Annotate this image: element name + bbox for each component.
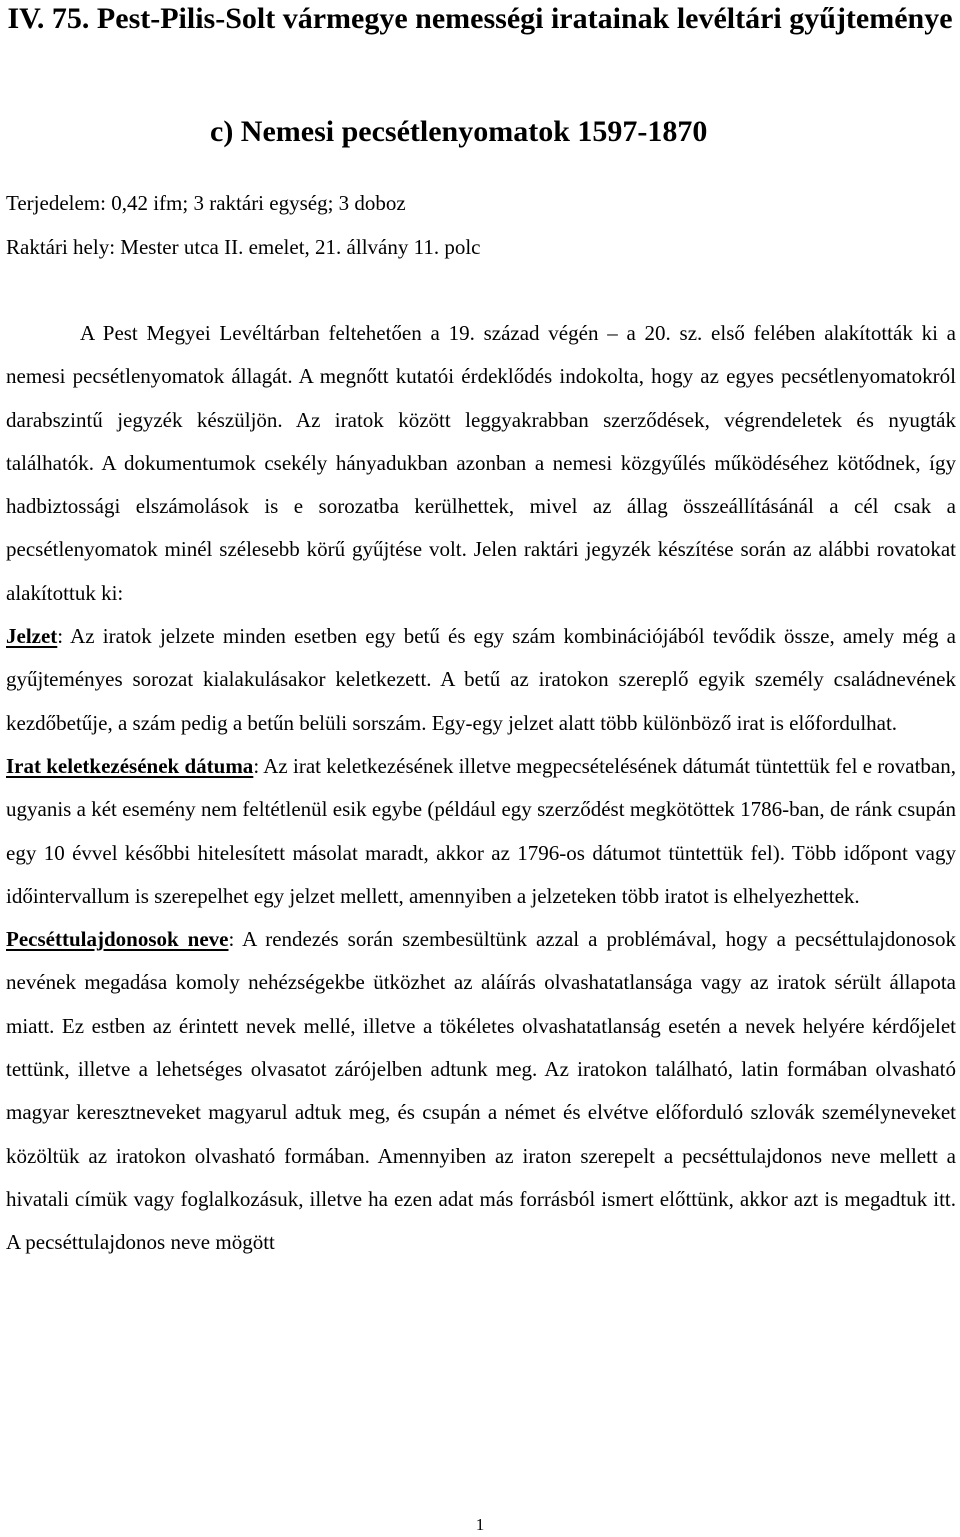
document-subtitle: c) Nemesi pecsétlenyomatok 1597-1870 [210, 115, 708, 148]
field-description-seal-owners [6, 918, 956, 1264]
field-text-seal-owners: : A rendezés során szembesültünk azzal a problémával, hogy a pecséttulajdonosok nevének megadása komoly nehézségekbe ütközhet az aláírás olvashatatlansága vagy az iratok sérült állapota miatt. Ez estben az érintett nevek mellé, illetve a tökéletes olvashatatlanság esetén a nevek helyére kérdőjelet tettünk, illetve a lehetséges olvasatot zárójelben adtunk meg. Az iratokon található, latin formában olvasható magyar keresztneveket magyarul adtuk meg, és csupán a német és elvétve előforduló szlovák személyneveket közöltük az iratokon olvasható formában. Amennyiben az iraton szerepelt a pecséttulajdonos neve mellett a hivatali címük vagy foglalkozásuk, illetve ha ezen adat más forrásból ismert előttünk, akkor azt is megadtuk itt. A pecséttulajdonos neve mögött [6, 927, 956, 1255]
extent-line: Terjedelem: 0,42 ifm; 3 raktári egység; 3 doboz [6, 191, 406, 215]
page-number: 1 [475, 1515, 485, 1534]
field-text-signature: : Az iratok jelzete minden esetben egy betű és egy szám kombinációjából tevődik össze, amely még a gyűjteményes sorozat kialakulásakor keletkezett. A betű az iratokon szereplő egyik személy családnevének kezdőbetűje, a szám pedig a betűn belüli sorszám. Egy-egy jelzet alatt több különböző irat is előfordulhat. [6, 624, 956, 735]
field-description-date [6, 745, 956, 918]
field-term-signature: Jelzet [6, 624, 58, 649]
field-text-date: : Az irat keletkezésének illetve megpecsételésének dátumát tüntettük fel e rovatban, ugyanis a két esemény nem feltétlenül esik egybe (például egy szerződést megkötöttek 1786-ban, de ránk csupán egy 10 évvel későbbi hitelesített másolat maradt, akkor az 1796-os dátumot tüntettük fel). Több időpont vagy időintervallum is szerepelhet egy jelzet mellett, amennyiben a jelzeteken több iratot is elhelyezhettek. [6, 753, 956, 908]
field-term-date: Irat keletkezésének dátuma [6, 753, 254, 778]
storage-location-line: Raktári hely: Mester utca II. emelet, 21. állvány 11. polc [6, 235, 481, 259]
document-title: IV. 75. Pest-Pilis-Solt vármegye nemességi iratainak levéltári gyűjteménye [7, 2, 953, 35]
field-description-signature [6, 615, 956, 745]
field-term-seal-owners: Pecséttulajdonosok neve [6, 927, 229, 952]
document-body [6, 312, 956, 1265]
intro-paragraph: A Pest Megyei Levéltárban feltehetően a 19. század végén ‒ a 20. sz. első felében alakították ki a nemesi pecsétlenyomatok állagát. A megnőtt kutatói érdeklődés indokolta, hogy az egyes pecsétlenyomatokról darabszintű jegyzék készüljön. Az iratok között leggyakrabban szerződések, végrendeletek és nyugták találhatók. A dokumentumok csekély hányadukban azonban a nemesi közgyűlés működéséhez kötődnek, így hadbiztossági elszámolások is e sorozatba kerülhettek, mivel az állag összeállításánál a cél csak a pecsétlenyomatok minél szélesebb körű gyűjtése volt. Jelen raktári jegyzék készítése során az alábbi rovatokat alakítottuk ki: [6, 321, 956, 605]
